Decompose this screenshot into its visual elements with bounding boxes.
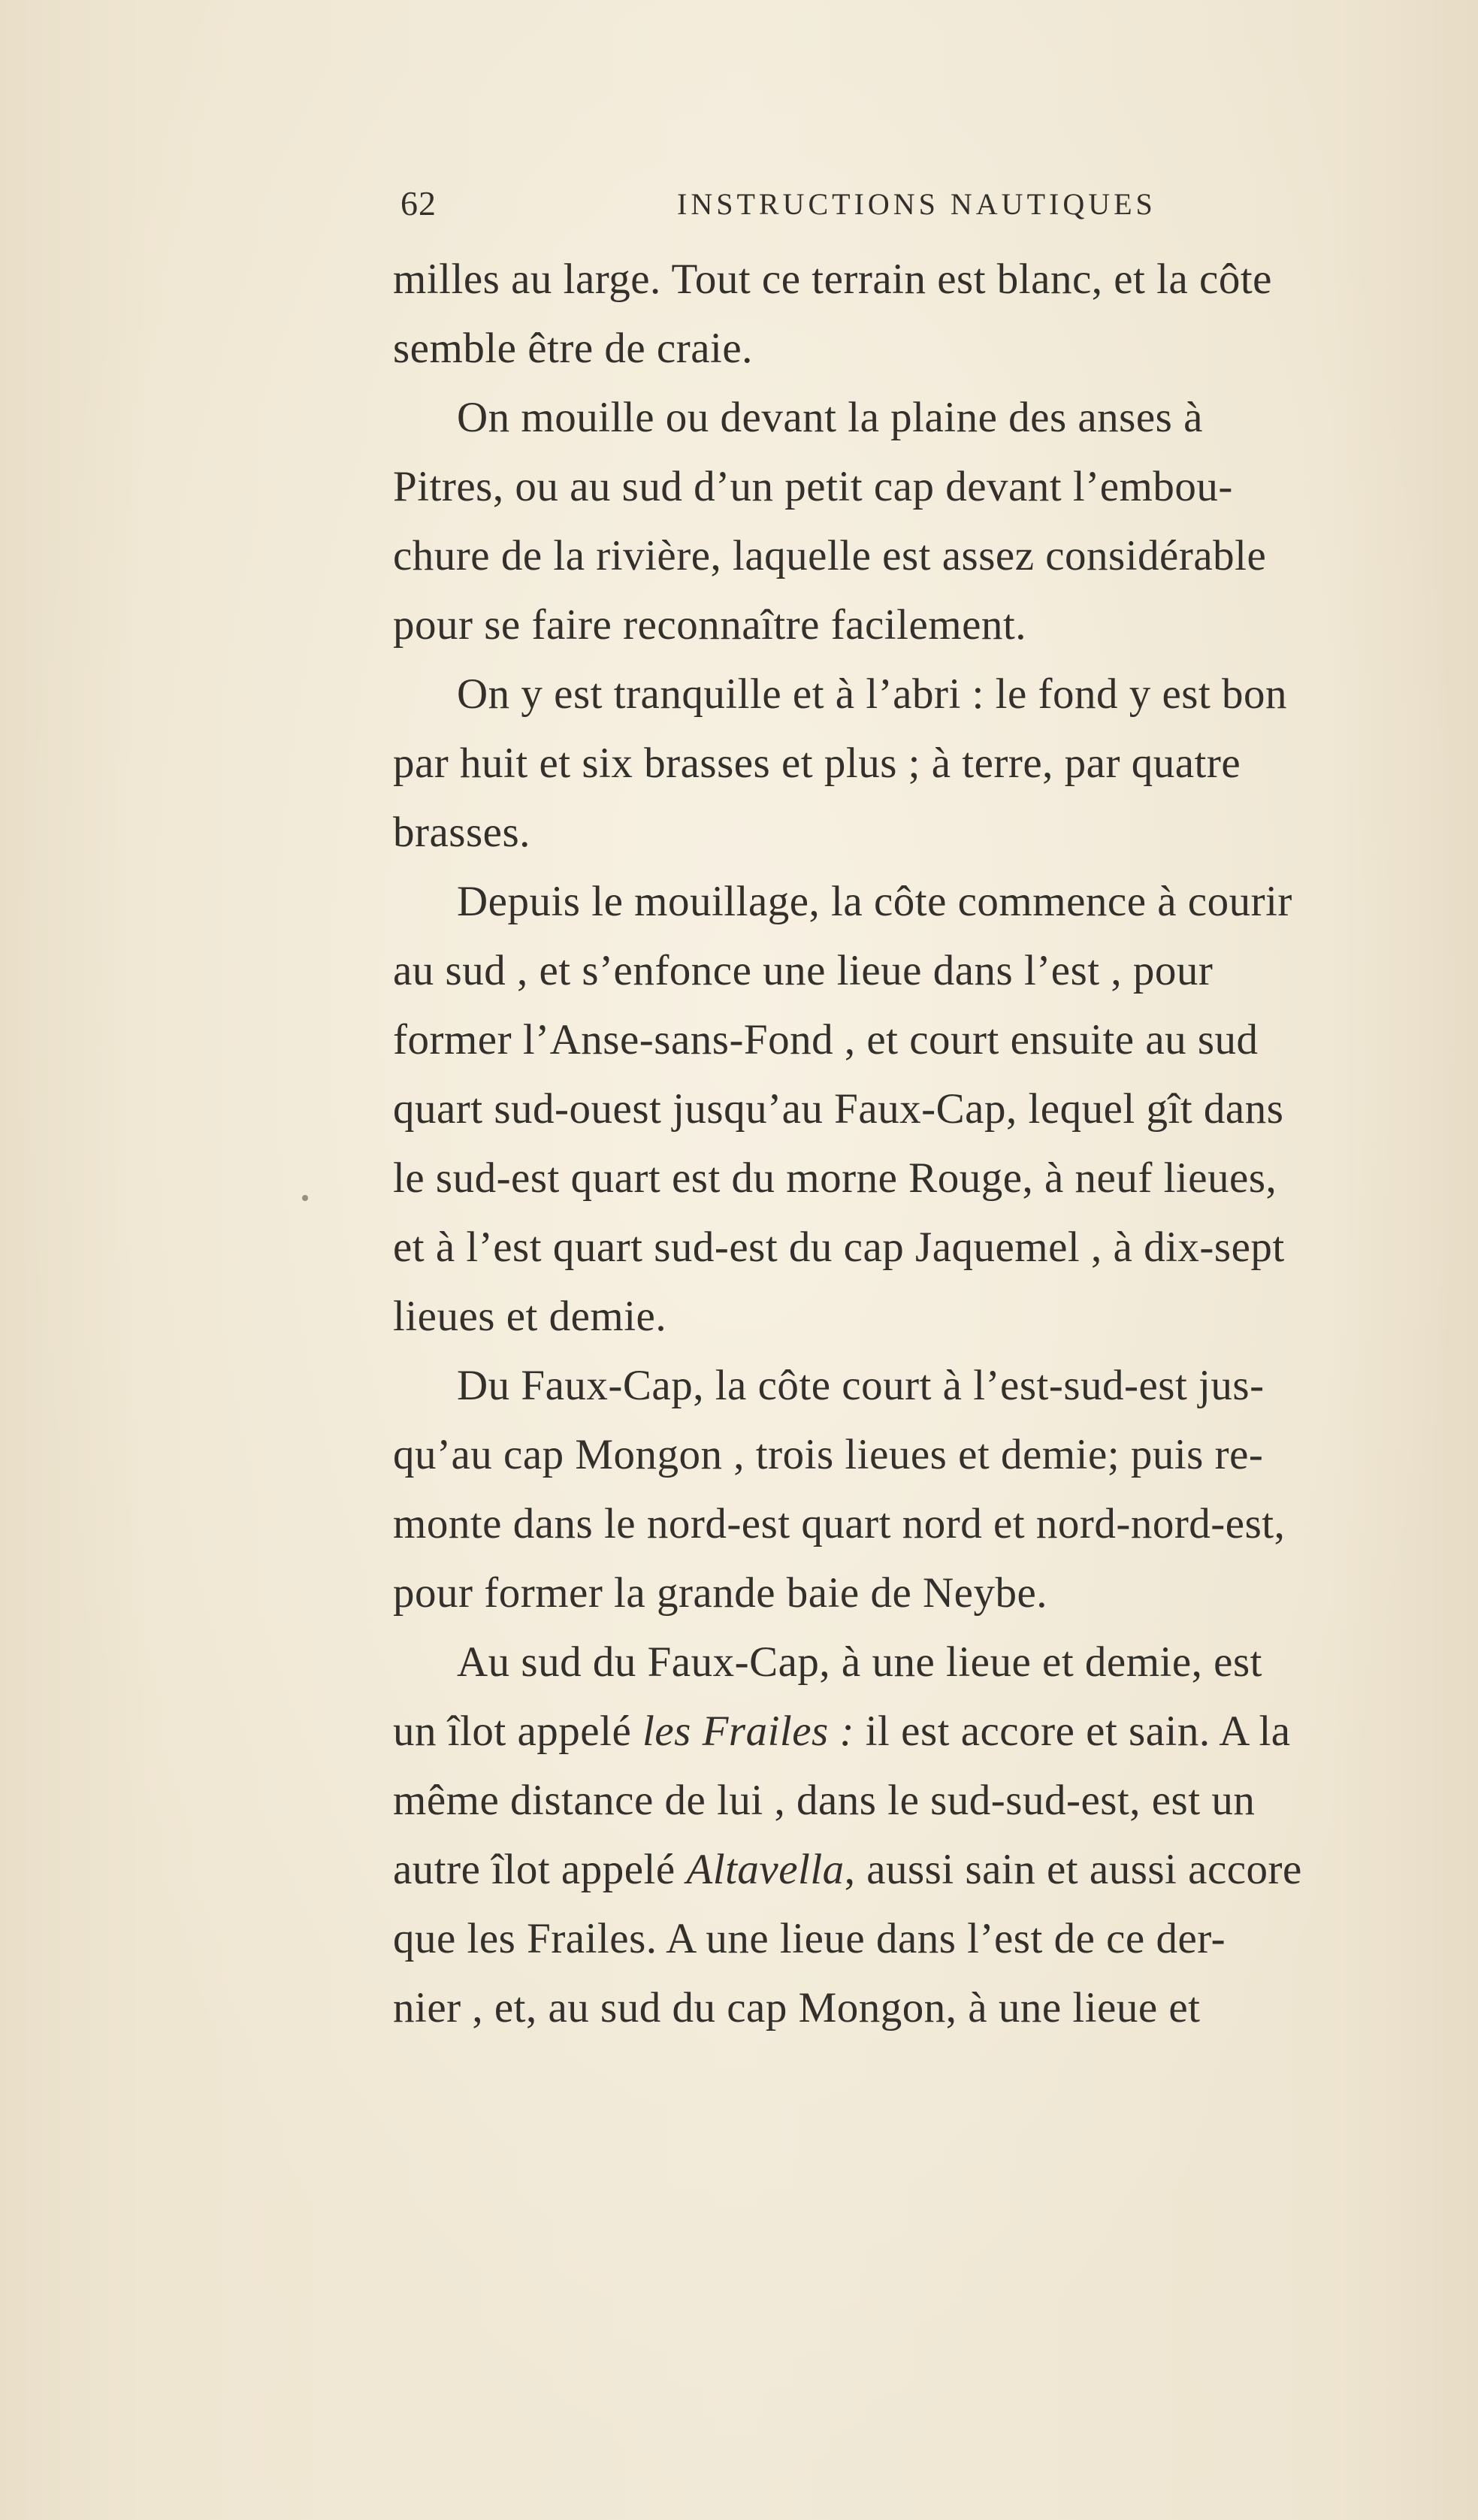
- italic-place-name: Altavella: [686, 1846, 845, 1893]
- text-line: et à l’est quart sud-est du cap Jaquemel , à dix-sept: [393, 1224, 1285, 1271]
- paragraph-first-line: Au sud du Faux-Cap, à une lieue et demie, est: [457, 1638, 1262, 1686]
- text-line: pour former la grande baie de Neybe.: [393, 1569, 1048, 1617]
- text-line: Pitres, ou au sud d’un petit cap devant l’embou-: [393, 463, 1233, 510]
- paragraph-first-line: On y est tranquille et à l’abri : le fond y est bon: [457, 670, 1288, 718]
- text-line: au sud , et s’enfonce une lieue dans l’est , pour: [393, 947, 1214, 994]
- running-head: INSTRUCTIONS NAUTIQUES: [677, 187, 1156, 221]
- page-header: [400, 183, 1227, 228]
- paragraph-first-line: On mouille ou devant la plaine des anses à: [457, 394, 1203, 441]
- text-line: quart sud-ouest jusqu’au Faux-Cap, lequel gît dans: [393, 1085, 1284, 1133]
- text-line: semble être de craie.: [393, 325, 753, 372]
- text-line: brasses.: [393, 809, 530, 856]
- paragraph-first-line: Depuis le mouillage, la côte commence à courir: [457, 878, 1292, 925]
- text-line: [393, 1835, 1475, 1904]
- text-line: [393, 1697, 1475, 1766]
- italic-place-name: les Frailes :: [642, 1708, 854, 1755]
- text-line: même distance de lui , dans le sud-sud-est, est un: [393, 1777, 1256, 1824]
- text-line: pour se faire reconnaître facilement.: [393, 601, 1026, 649]
- text-line: former l’Anse-sans-Fond , et court ensuite au sud: [393, 1016, 1259, 1063]
- text-line: monte dans le nord-est quart nord et nord-nord-est,: [393, 1500, 1286, 1547]
- text-line: par huit et six brasses et plus ; à terre, par quatre: [393, 740, 1241, 787]
- paragraph-first-line: Du Faux-Cap, la côte court à l’est-sud-est jus-: [457, 1362, 1265, 1409]
- text-line: qu’au cap Mongon , trois lieues et demie; puis re-: [393, 1431, 1264, 1478]
- text-line: le sud-est quart est du morne Rouge, à neuf lieues,: [393, 1154, 1277, 1202]
- text-run: autre îlot appelé: [393, 1846, 687, 1893]
- text-run: un îlot appelé: [393, 1708, 642, 1755]
- text-line: nier , et, au sud du cap Mongon, à une lieue et: [393, 1984, 1201, 2031]
- text-line: milles au large. Tout ce terrain est blanc, et la côte: [393, 256, 1272, 303]
- text-line: que les Frailes. A une lieue dans l’est de ce der-: [393, 1915, 1226, 1962]
- ink-speck: [302, 1195, 308, 1201]
- page-number: 62: [400, 184, 437, 222]
- text-run: il est accore et sain. A la: [854, 1708, 1291, 1755]
- text-line: chure de la rivière, laquelle est assez considérable: [393, 532, 1267, 579]
- text-run: , aussi sain et aussi accore: [844, 1846, 1302, 1893]
- text-line: lieues et demie.: [393, 1293, 667, 1340]
- body-text: [393, 245, 1475, 2043]
